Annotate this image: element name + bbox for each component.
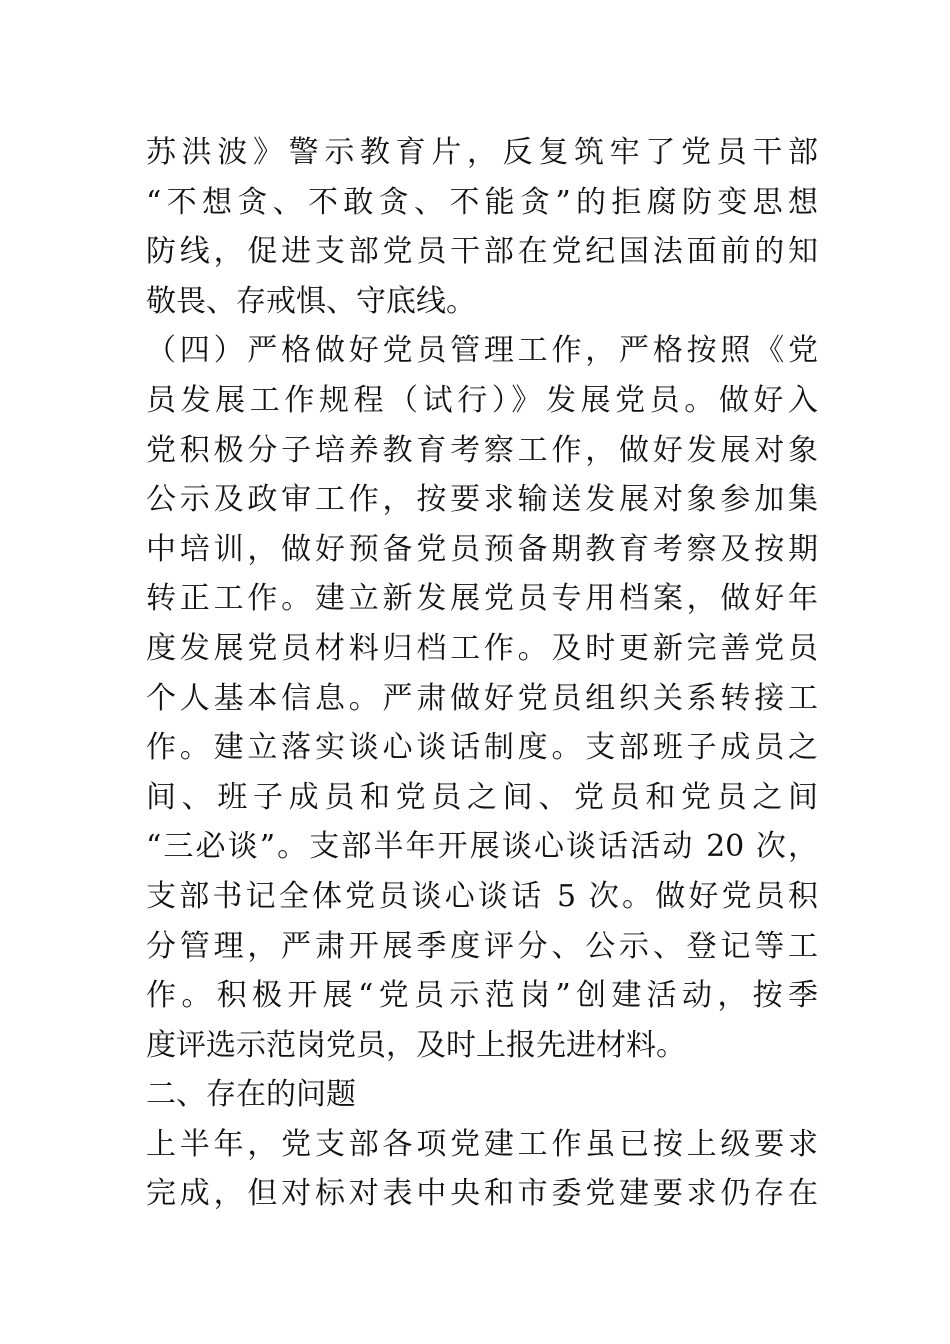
section-heading: 二、存在的问题 bbox=[146, 1077, 356, 1113]
text-line-8: 公示及政审工作，按要求输送发展对象参加集 bbox=[146, 482, 818, 518]
text-line-12: 个人基本信息。严肃做好党员组织关系转接工 bbox=[146, 680, 818, 716]
text-line-3: 防线，促进支部党员干部在党纪国法面前的知 bbox=[146, 234, 818, 270]
document-body bbox=[146, 128, 818, 1219]
text-line-9: 中培训，做好预备党员预备期教育考察及按期 bbox=[146, 531, 818, 567]
text-line-14: 间、班子成员和党员之间、党员和党员之间 bbox=[146, 779, 818, 815]
text-line-10: 转正工作。建立新发展党员专用档案，做好年 bbox=[146, 581, 818, 617]
text-line-16: 支部书记全体党员谈心谈话 5 次。做好党员积 bbox=[146, 878, 818, 914]
text-line-6: 员发展工作规程（试行）》发展党员。做好入 bbox=[146, 382, 818, 418]
text-line-19: 度评选示范岗党员，及时上报先进材料。 bbox=[146, 1027, 686, 1063]
text-line-2: “不想贪、不敢贪、不能贪”的拒腐防变思想 bbox=[146, 184, 818, 220]
text-line-11: 度发展党员材料归档工作。及时更新完善党员 bbox=[146, 630, 818, 666]
text-line-18: 作。积极开展“党员示范岗”创建活动，按季 bbox=[146, 978, 818, 1014]
text-line-17: 分管理，严肃开展季度评分、公示、登记等工 bbox=[146, 928, 818, 964]
text-line-5: （四）严格做好党员管理工作，严格按照《党 bbox=[146, 333, 818, 369]
text-line-13: 作。建立落实谈心谈话制度。支部班子成员之 bbox=[146, 730, 818, 766]
text-line-7: 党积极分子培养教育考察工作，做好发展对象 bbox=[146, 432, 818, 468]
text-line-1: 苏洪波》警示教育片，反复筑牢了党员干部 bbox=[146, 135, 818, 170]
text-line-22: 完成，但对标对表中央和市委党建要求仍存在 bbox=[146, 1176, 818, 1212]
text-line-21: 上半年，党支部各项党建工作虽已按上级要求 bbox=[146, 1126, 818, 1162]
text-line-4: 敬畏、存戒惧、守底线。 bbox=[146, 283, 476, 319]
text-line-15: “三必谈”。支部半年开展谈心谈话活动 20 次， bbox=[146, 829, 818, 865]
